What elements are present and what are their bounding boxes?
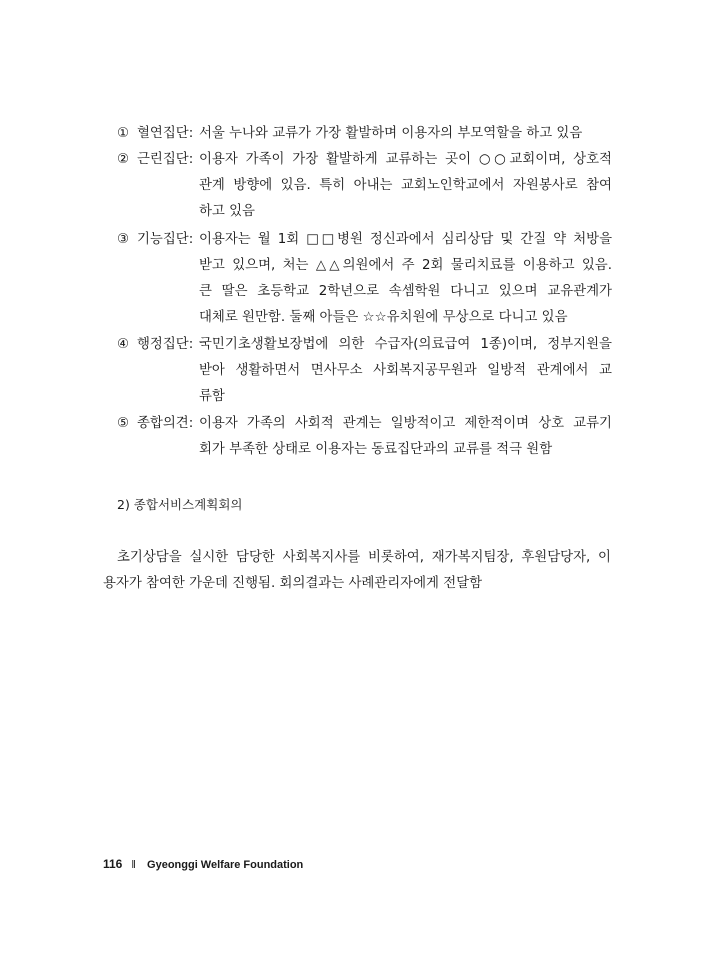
item-line: 회가 부족한 상태로 이용자는 동료집단과의 교류를 적극 원함 <box>199 442 553 457</box>
item-text <box>199 332 612 410</box>
item-line: 하고 있음 <box>199 204 255 219</box>
item-line: 관계 방향에 있음. 특히 아내는 교회노인학교에서 자원봉사로 참여 <box>199 178 612 193</box>
section-heading: 2) 종합서비스계획회의 <box>117 497 243 512</box>
item-line: 이용자는 월 1회 □□병원 정신과에서 심리상담 및 간질 약 처방을 <box>199 232 612 247</box>
body-paragraph <box>103 545 611 597</box>
item-label: 근린집단: <box>137 152 194 167</box>
paragraph-line: 초기상담을 실시한 담당한 사회복지사를 비롯하여, 재가복지팀장, 후원담당자, 이 <box>117 550 611 565</box>
item-text <box>199 147 612 225</box>
item-text <box>199 121 612 147</box>
item-label: 행정집단: <box>137 337 194 352</box>
item-line: 국민기초생활보장법에 의한 수급자(의료급여 1종)이며, 정부지원을 <box>199 337 612 352</box>
item-label: 기능집단: <box>137 232 194 247</box>
item-line: 서울 누나와 교류가 가장 활발하며 이용자의 부모역할을 하고 있음 <box>199 126 583 141</box>
item-label: 종합의견: <box>137 416 194 431</box>
item-label: 혈연집단: <box>137 126 194 141</box>
page-number: 116 <box>103 857 123 871</box>
item-number: ③ <box>117 232 130 247</box>
item-line: 대체로 원만함. 둘째 아들은 ☆☆유치원에 무상으로 다니고 있음 <box>199 310 568 325</box>
item-number: ① <box>117 126 130 141</box>
item-line: 큰 딸은 초등학교 2학년으로 속셈학원 다니고 있으며 교유관계가 <box>199 284 612 299</box>
list-item-neighborhood-group <box>117 147 612 225</box>
list-item-blood-group <box>117 121 612 147</box>
item-line: 받아 생활하면서 면사무소 사회복지공무원과 일방적 관계에서 교 <box>199 363 612 378</box>
footer-org-name: Gyeonggi Welfare Foundation <box>147 859 304 871</box>
item-number: ⑤ <box>117 416 130 431</box>
list-item-functional-group <box>117 227 612 331</box>
item-text <box>199 227 612 331</box>
item-line: 류함 <box>199 389 225 404</box>
list-item-overall-opinion <box>117 411 612 463</box>
item-number: ② <box>117 152 130 167</box>
item-number: ④ <box>117 337 130 352</box>
footer-separator: ‖ <box>131 859 136 871</box>
item-line: 이용자 가족이 가장 활발하게 교류하는 곳이 ○○교회이며, 상호적 <box>199 152 612 167</box>
item-line: 받고 있으며, 처는 △△의원에서 주 2회 물리치료를 이용하고 있음. <box>199 258 612 273</box>
item-text <box>199 411 612 463</box>
paragraph-line: 용자가 참여한 가운데 진행됨. 회의결과는 사례관리자에게 전달함 <box>103 576 483 591</box>
page-footer <box>103 857 303 871</box>
list-item-administrative-group <box>117 332 612 410</box>
item-line: 이용자 가족의 사회적 관계는 일방적이고 제한적이며 상호 교류기 <box>199 416 612 431</box>
